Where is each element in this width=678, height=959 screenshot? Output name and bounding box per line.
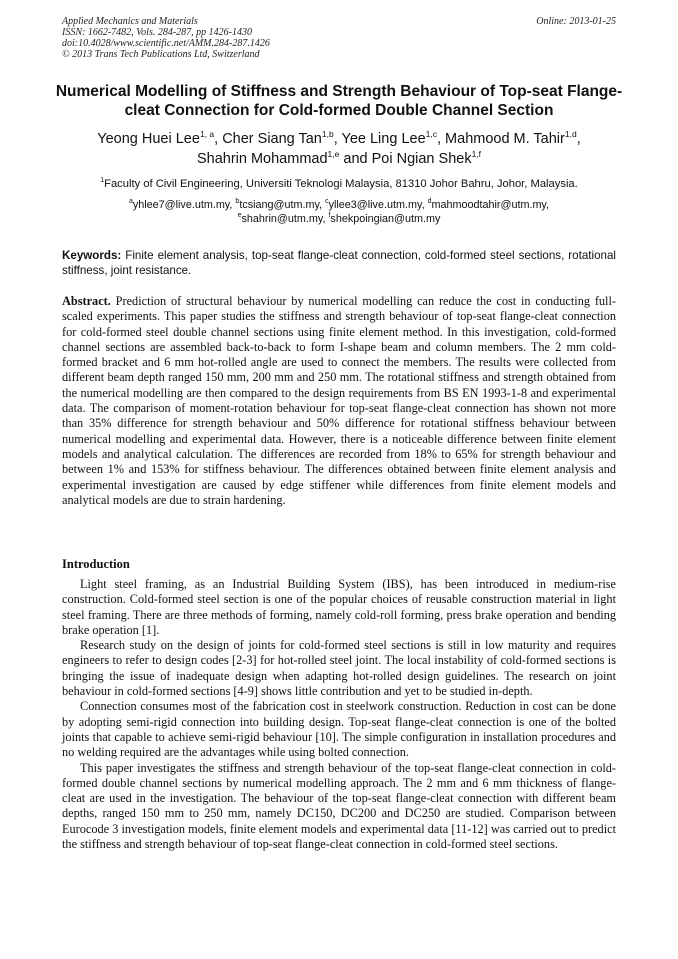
keywords-text: Finite element analysis, top-seat flange-cleat connection, cold-formed steel sections, rotational stiffness, joint resistance.: [62, 249, 616, 277]
author: Shahrin Mohammad$^{1,e}$ and: [196, 149, 372, 167]
email: $^b$tcsiang@utm.my,: [235, 198, 326, 211]
introduction-body: [62, 577, 616, 852]
paragraph: Connection consumes most of the fabrication cost in steelwork construction. Reduction in cost can be done by adopting semi-rigid connection into building design. Top-seat flange-cleat connection is one of the bolted joints that capable to achieve semi-rigid behaviour [10]. The simple configuration in installation procedures and no welding required are the advantages while using bolted connection.: [62, 699, 616, 760]
email: $^e$shahrin@utm.my,: [237, 212, 329, 225]
paper-title: Numerical Modelling of Stiffness and Strength Behaviour of Top-seat Flange-cleat Connection for Cold-formed Double Channel Section: [55, 83, 623, 119]
keywords-label: Keywords:: [62, 249, 122, 262]
issn-line: ISSN: 1662-7482, Vols. 284-287, pp 1426-1430: [62, 27, 252, 38]
author-list: [40, 129, 638, 169]
online-date: Online: 2013-01-25: [536, 16, 616, 27]
keywords: [62, 248, 616, 278]
abstract-text: Prediction of structural behaviour by numerical modelling can reduce the cost in conducting full-scaled experiments. This paper studies the stiffness and strength behaviour of top-seat flange-cleat connection for cold-formed steel double channel sections using finite element method. In this investigation, cold-formed channel sections are assembled back-to-back to form I-shape beam and column members. The 2 mm cold-formed bracket and 6 mm hot-rolled angle are used to connect the members. The results were collected from different beam depth ranged 150 mm, 200 mm and 250 mm. The rotational stiffness and strength obtained from the numerical modelling are then compared to the design requirements from BS EN 1993-1-8 and experimental data. The comparison of moment-rotation behaviour for top-seat flange-cleat connection has shown not more than 35% difference for strength behaviour and 50% difference for rotational stiffness behaviour between numerical modelling and experimental data. However, there is a noticeable difference between finite element models and analytical calculation. The differences are recorded from 18% to 65% for strength behaviour and between 1% and 153% for stiffness behaviour. The differences obtained between finite element analysis and experimental investigation are caused by edge stiffener while differences from finite element models and analytical models are due to strain hardening.: [62, 294, 616, 507]
section-heading-introduction: Introduction: [62, 557, 130, 571]
email: $^d$mahmoodtahir@utm.my,: [427, 198, 550, 211]
email: $^c$yllee3@live.utm.my,: [325, 198, 428, 211]
abstract-label: Abstract.: [62, 294, 111, 308]
author: Yee Ling Lee$^{1,c}$,: [341, 129, 446, 147]
author: Yeong Huei Lee$^{1, a}$,: [97, 129, 223, 147]
paragraph: Research study on the design of joints for cold-formed steel sections is still in low maturity and requires engineers to refer to design codes [2-3] for hot-rolled steel joint. The local instability of cold-formed sections is bringing the issue of inadequate design when adapting hot-rolled design guidelines. The research on joint behaviour in cold-formed sections [4-9] shows little contribution and yet to be studied in-depth.: [62, 638, 616, 699]
journal-header: [62, 16, 616, 60]
author: Cher Siang Tan$^{1,b}$,: [222, 129, 342, 147]
affiliation: $^1$Faculty of Civil Engineering, Universiti Teknologi Malaysia, 81310 Johor Bahru, Johor, Malaysia.: [100, 177, 578, 190]
email: $^a$yhlee7@live.utm.my,: [128, 198, 236, 211]
author: Mahmood M. Tahir$^{1,d}$,: [445, 129, 581, 147]
doi-line: doi:10.4028/www.scientific.net/AMM.284-287.1426: [62, 38, 270, 49]
author: Poi Ngian Shek$^{1,f}$: [371, 149, 482, 167]
journal-name: Applied Mechanics and Materials: [62, 16, 198, 27]
abstract: [62, 294, 616, 508]
email-list: [50, 198, 628, 226]
paragraph: Light steel framing, as an Industrial Building System (IBS), has been introduced in medium-rise construction. Cold-formed steel section is one of the popular choices of reusable construction material in light steel framing. There are three methods of forming, namely cold-roll forming, press brake operation and bending brake operation [1].: [62, 577, 616, 637]
email: $^f$shekpoingian@utm.my: [328, 212, 441, 225]
copyright-line: © 2013 Trans Tech Publications Ltd, Switzerland: [62, 49, 260, 60]
paragraph: This paper investigates the stiffness and strength behaviour of the top-seat flange-cleat connection in cold-formed double channel sections by numerical modelling approach. The 2 mm and 6 mm thickness of flange-cleat are used in the investigation. The behaviour of the top-seat flange-cleat connection with different beam depths, ranged 150 mm to 250 mm, namely DC150, DC200 and DC250 are studied. Comparison between Eurocode 3 investigation models, finite element models and experimental data [11-12] was carried out to predict the stiffness and strength behaviour of top-seat flange-cleat connection in cold-formed steel sections.: [62, 760, 616, 852]
